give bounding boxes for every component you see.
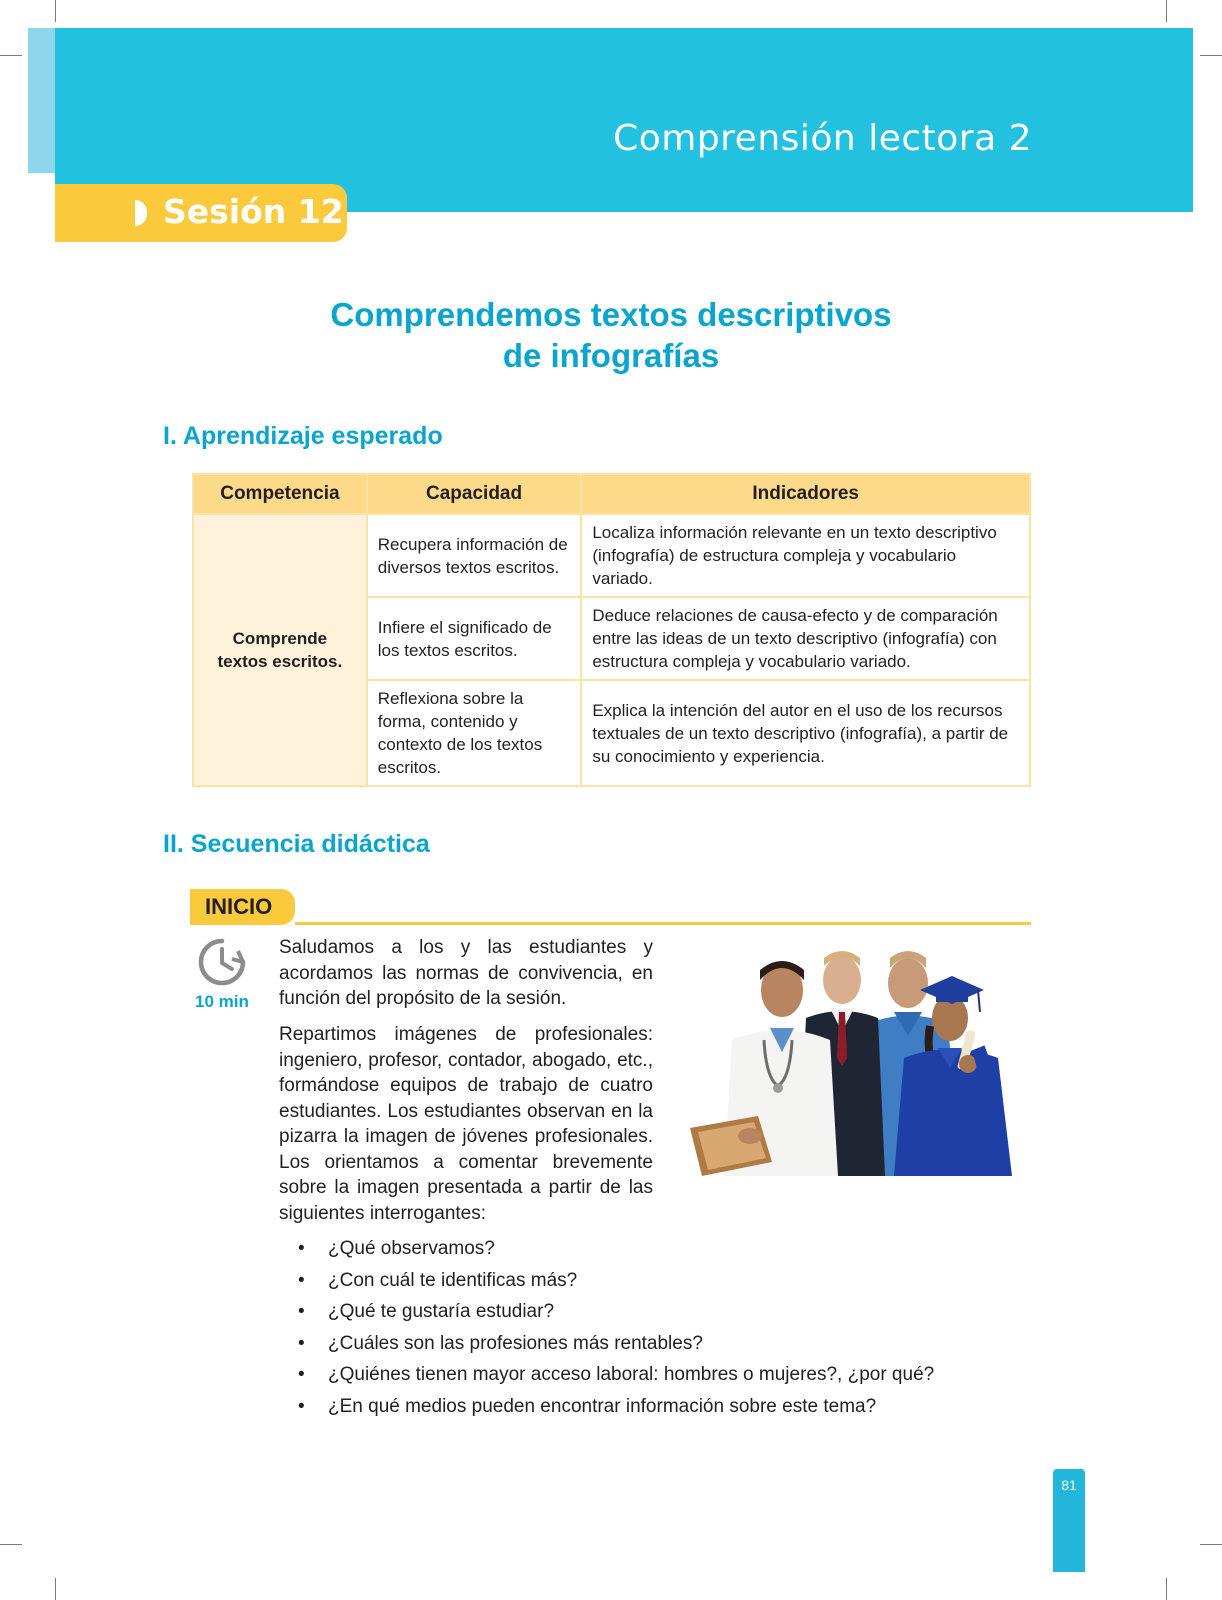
inicio-tab [190,889,295,925]
inicio-label: INICIO [205,894,273,919]
page-title-line2: de infografías [502,337,720,374]
inicio-rule [295,922,1031,925]
bullet: • [298,1395,305,1417]
bullet: • [298,1269,305,1291]
page-number-tab [1053,1469,1085,1572]
list-item [298,1296,934,1328]
crop-mark [1166,1578,1167,1600]
section-heading-aprendizaje: I. Aprendizaje esperado [163,422,443,450]
competencia-line: Comprende [232,629,328,648]
question-text: ¿En qué medios pueden encontrar información sobre este tema? [328,1395,877,1417]
crop-mark [1200,55,1222,56]
question-text: ¿Quiénes tienen mayor acceso laboral: hombres o mujeres?, ¿por qué? [328,1364,935,1385]
capacidad-cell: Infiere el significado de los textos escritos. [367,597,582,680]
session-tab [55,184,347,242]
bullet: • [298,1301,305,1322]
bullet: • [298,1364,305,1385]
page-title-line1: Comprendemos textos descriptivos [330,296,892,333]
indicador-cell: Explica la intención del autor en el uso de los recursos textuales de un texto descriptivo (infografía), a partir de su conocimiento y experiencia. [581,680,1030,786]
competencia-cell [193,514,367,786]
crop-mark [0,1544,22,1545]
question-text: ¿Cuáles son las profesiones más rentables? [328,1332,703,1354]
clock-icon [197,937,247,987]
table-header-row [193,474,1030,514]
page-title [0,294,1222,376]
bullet: • [298,1332,305,1354]
list-item [298,1391,934,1423]
crop-mark [0,55,22,56]
list-item [298,1233,934,1265]
session-label: Sesión 12 [163,192,344,231]
paragraph: Repartimos imágenes de profesionales: ingeniero, profesor, contador, abogado, etc., formándose equipos de trabajo de cuatro estudiantes. Los estudiantes observan en la pizarra la imagen de jóvenes profesionales. Los orientamos a comentar brevemente sobre la imagen presentada a partir de las siguientes interrogantes: [279,1024,653,1224]
list-item [298,1359,934,1391]
column-header: Competencia [193,474,367,514]
list-item [298,1328,934,1360]
crop-mark [55,1578,56,1600]
question-text: ¿Qué te gustaría estudiar? [328,1301,555,1322]
capacidad-cell: Reflexiona sobre la forma, contenido y contexto de los textos escritos. [367,680,582,786]
question-text: ¿Con cuál te identificas más? [328,1269,578,1291]
indicador-cell: Localiza información relevante en un texto descriptivo (infografía) de estructura compleja y vocabulario variado. [581,514,1030,597]
learning-table [192,473,1031,787]
book-title: Comprensión lectora 2 [613,118,1032,159]
capacidad-cell: Recupera información de diversos textos escritos. [367,514,582,597]
question-text: ¿Qué observamos? [328,1238,495,1259]
question-list [298,1233,934,1422]
crop-mark [1200,1544,1222,1545]
column-header: Capacidad [367,474,582,514]
crop-mark [1166,0,1167,22]
competencia-line: textos escritos. [217,652,343,671]
crop-mark [55,0,56,22]
session-marker-icon [135,200,147,226]
paragraph: Saludamos a los y las estudiantes y acordamos las normas de convivencia, en función del propósito de la sesión. [279,937,653,1009]
page-number: 81 [1061,1477,1077,1493]
indicador-cell: Deduce relaciones de causa-efecto y de comparación entre las ideas de un texto descriptivo (infografía) con estructura compleja y vocabulario variado. [581,597,1030,680]
section-heading-secuencia: II. Secuencia didáctica [163,830,430,858]
duration-label: 10 min [195,992,249,1011]
table-row [193,514,1030,597]
professionals-photo [680,928,1032,1176]
list-item [298,1265,934,1297]
header-edge-strip [28,28,55,173]
bullet: • [298,1238,305,1259]
column-header: Indicadores [581,474,1030,514]
